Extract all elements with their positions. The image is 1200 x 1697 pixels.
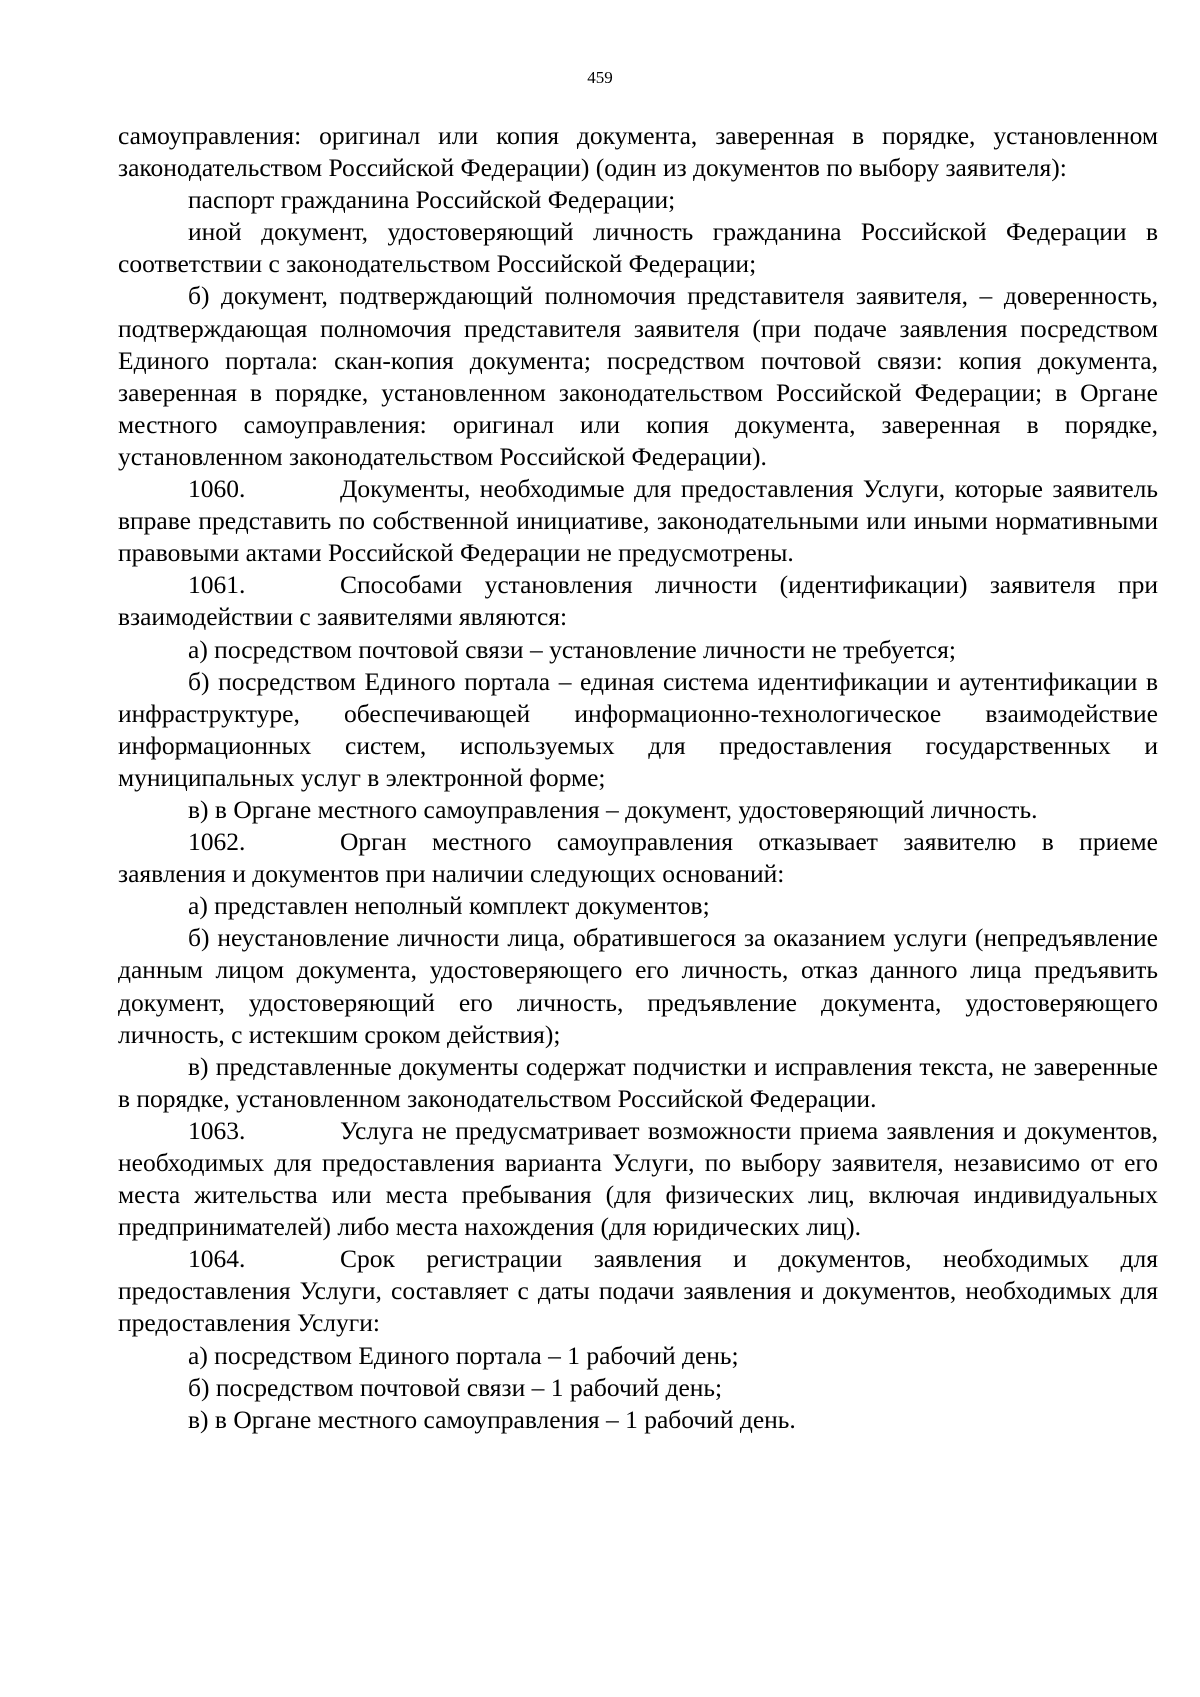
paragraph-text: в) представленные документы содержат подчистки и исправления текста, не заверенные в порядке, установленном законодательством Российской Федерации.: [118, 1051, 1158, 1113]
paragraph-number: 1064.: [188, 1244, 246, 1274]
paragraph: [118, 280, 1158, 473]
numbered-paragraph: [118, 473, 1158, 569]
paragraph-text: б) документ, подтверждающий полномочия представителя заявителя, – доверенность, подтверждающая полномочия представителя заявителя (при подаче заявления посредством Единого портала: скан-копия документа; посредством почтовой связи: копия документа, заверенная в порядке, установленном законодательством Российской Федерации; в Органе местного самоуправления: оригинал или копия документа, заверенная в порядке, установленном законодательством Российской Федерации).: [118, 281, 1158, 471]
paragraph-text: в) в Органе местного самоуправления – 1 рабочий день.: [188, 1404, 796, 1434]
paragraph-text: Способами установления личности (идентификации) заявителя при взаимодействии с заявителями являются:: [118, 570, 1158, 632]
paragraph: [118, 216, 1158, 280]
paragraph: [118, 120, 1158, 184]
paragraph-text: б) неустановление личности лица, обратившегося за оказанием услуги (непредъявление данным лицом документа, удостоверяющего его личность, отказ данного лица предъявить документ, удостоверяющий его личность, предъявление документа, удостоверяющего личность, с истекшим сроком действия);: [118, 923, 1158, 1049]
numbered-paragraph: [118, 1243, 1158, 1339]
paragraph: [118, 184, 1158, 216]
paragraph-number: 1062.: [188, 827, 246, 857]
page-number: 459: [587, 68, 613, 87]
paragraph-text: а) представлен неполный комплект документов;: [188, 891, 710, 921]
paragraph: [118, 922, 1158, 1050]
paragraph-text: самоуправления: оригинал или копия документа, заверенная в порядке, установленном законодательством Российской Федерации) (один из документов по выбору заявителя):: [118, 121, 1158, 183]
paragraph-text: а) посредством почтовой связи – установление личности не требуется;: [188, 634, 956, 664]
paragraph: [118, 1372, 1158, 1404]
paragraph-number: 1060.: [188, 474, 246, 504]
numbered-paragraph: [118, 826, 1158, 890]
paragraph-text: Орган местного самоуправления отказывает заявителю в приеме заявления и документов при наличии следующих оснований:: [118, 827, 1158, 889]
paragraph: [118, 1051, 1158, 1115]
paragraph-text: а) посредством Единого портала – 1 рабочий день;: [188, 1340, 739, 1370]
paragraph-number: 1061.: [188, 570, 246, 600]
paragraph: [118, 890, 1158, 922]
paragraph-text: Документы, необходимые для предоставления Услуги, которые заявитель вправе представить по собственной инициативе, законодательными или иными нормативными правовыми актами Российской Федерации не предусмотрены.: [118, 474, 1158, 568]
paragraph-text: Срок регистрации заявления и документов, необходимых для предоставления Услуги, составляет с даты подачи заявления и документов, необходимых для предоставления Услуги:: [118, 1244, 1158, 1338]
paragraph-text: иной документ, удостоверяющий личность гражданина Российской Федерации в соответствии с законодательством Российской Федерации;: [118, 217, 1158, 279]
paragraph-text: б) посредством Единого портала – единая система идентификации и аутентификации в инфраструктуре, обеспечивающей информационно-технологическое взаимодействие информационных систем, используемых для предоставления государственных и муниципальных услуг в электронной форме;: [118, 666, 1158, 792]
paragraph: [118, 634, 1158, 666]
paragraph-number: 1063.: [188, 1115, 246, 1145]
paragraph-text: Услуга не предусматривает возможности приема заявления и документов, необходимых для предоставления варианта Услуги, по выбору заявителя, независимо от его места жительства или места пребывания (для физических лиц, включая индивидуальных предпринимателей) либо места нахождения (для юридических лиц).: [118, 1115, 1158, 1242]
paragraph: [118, 666, 1158, 794]
document-body: [118, 120, 1158, 1436]
numbered-paragraph: [118, 1115, 1158, 1243]
numbered-paragraph: [118, 569, 1158, 633]
paragraph: [118, 1404, 1158, 1436]
paragraph: [118, 794, 1158, 826]
paragraph-text: б) посредством почтовой связи – 1 рабочий день;: [188, 1372, 723, 1402]
paragraph: [118, 1340, 1158, 1372]
paragraph-text: в) в Органе местного самоуправления – документ, удостоверяющий личность.: [188, 794, 1038, 824]
paragraph-text: паспорт гражданина Российской Федерации;: [188, 185, 676, 215]
